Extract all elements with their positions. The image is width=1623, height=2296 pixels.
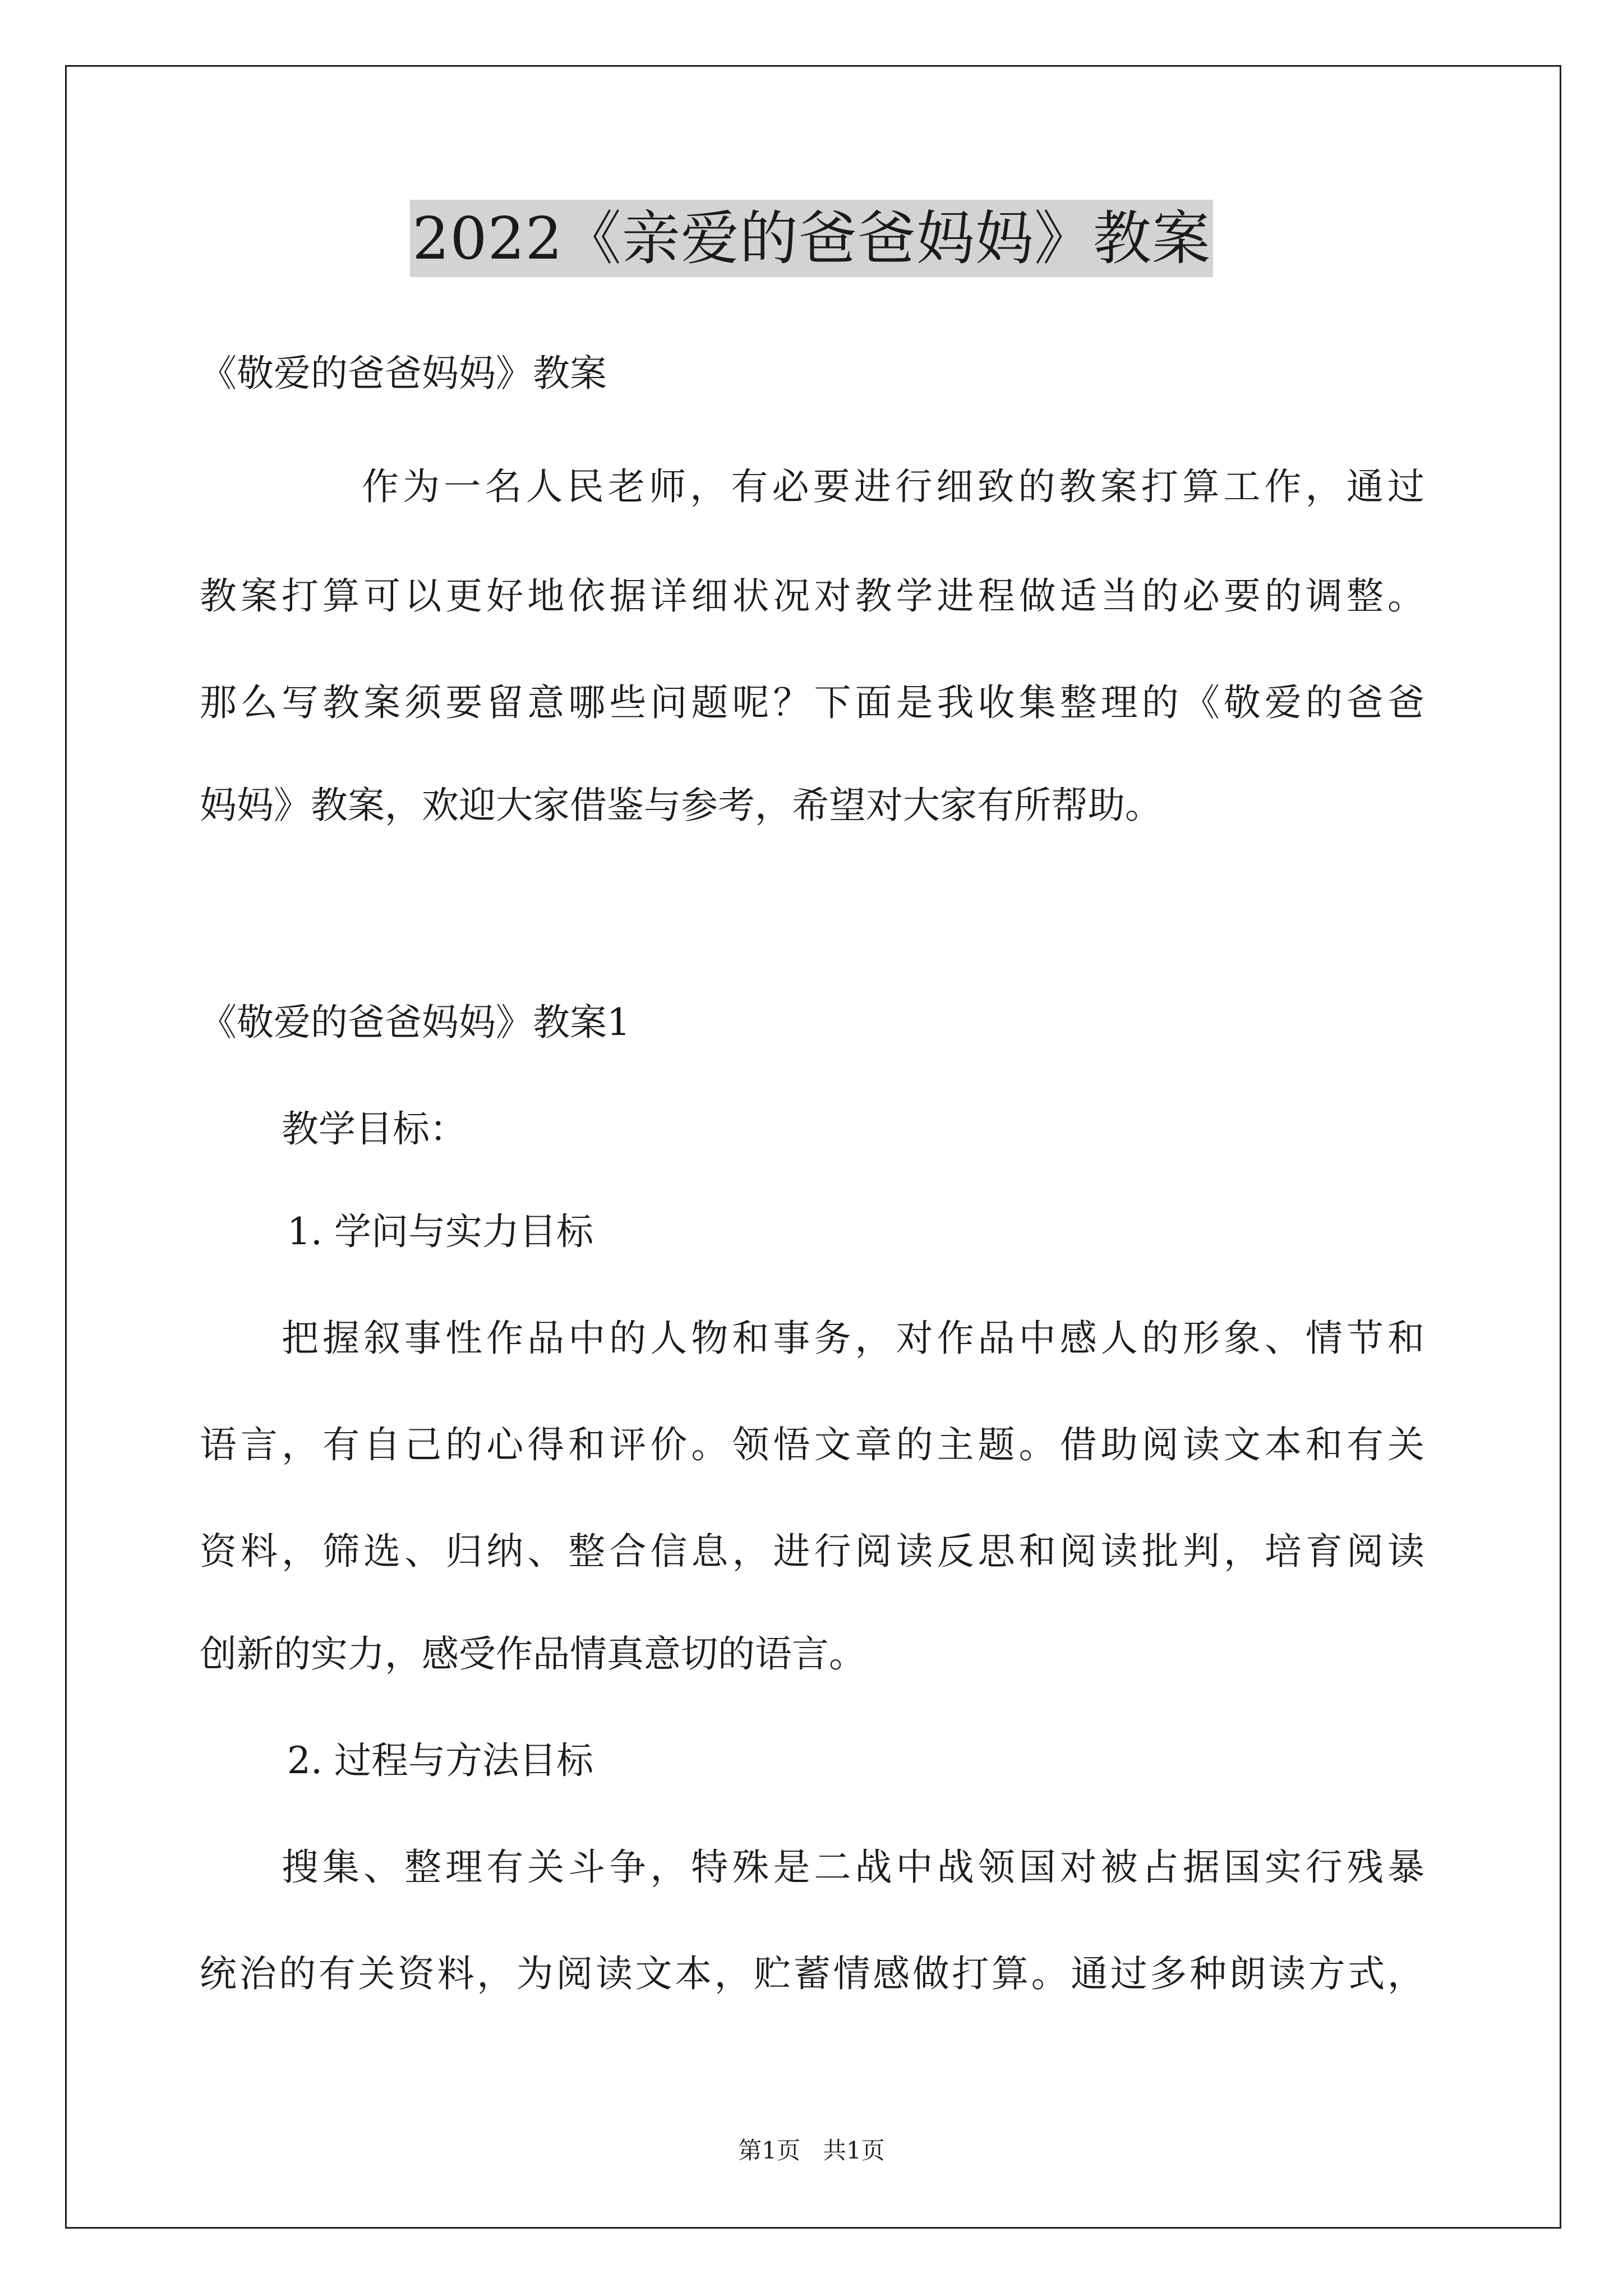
objective-1-line-4: 创新的实力，感受作品情真意切的语言。 [200, 1632, 866, 1676]
objective-2-line-1: 搜集、整理有关斗争，特殊是二战中战领国对被占据国实行残暴 [282, 1846, 1424, 1889]
objective-2-heading: 2. 过程与方法目标 [287, 1739, 593, 1782]
objective-1-line-2: 语言，有自己的心得和评价。领悟文章的主题。借助阅读文本和有关 [200, 1423, 1424, 1466]
objective-1-line-3: 资料，筛选、归纳、整合信息，进行阅读反思和阅读批判，培育阅读 [200, 1530, 1424, 1573]
page-number-footer: 第1页 共1页 [738, 2137, 885, 2164]
objectives-label: 教学目标： [282, 1107, 467, 1151]
objective-2-line-2: 统治的有关资料，为阅读文本，贮蓄情感做打算。通过多种朗读方式， [200, 1952, 1424, 1995]
intro-line-4: 妈妈》教案，欢迎大家借鉴与参考，希望对大家有所帮助。 [200, 784, 1162, 827]
document-title: 2022《亲爱的爸爸妈妈》教案 [410, 200, 1213, 277]
intro-line-1: 作为一名人民老师，有必要进行细致的教案打算工作，通过 [362, 465, 1424, 508]
objective-1-heading: 1. 学问与实力目标 [287, 1210, 593, 1253]
document-subtitle: 《敬爱的爸爸妈妈》教案 [200, 352, 607, 395]
intro-line-3: 那么写教案须要留意哪些问题呢？下面是我收集整理的《敬爱的爸爸 [200, 681, 1424, 724]
intro-line-2: 教案打算可以更好地依据详细状况对教学进程做适当的必要的调整。 [200, 574, 1424, 618]
section-heading: 《敬爱的爸爸妈妈》教案1 [200, 1001, 630, 1044]
objective-1-line-1: 把握叙事性作品中的人物和事务，对作品中感人的形象、情节和 [282, 1317, 1424, 1360]
